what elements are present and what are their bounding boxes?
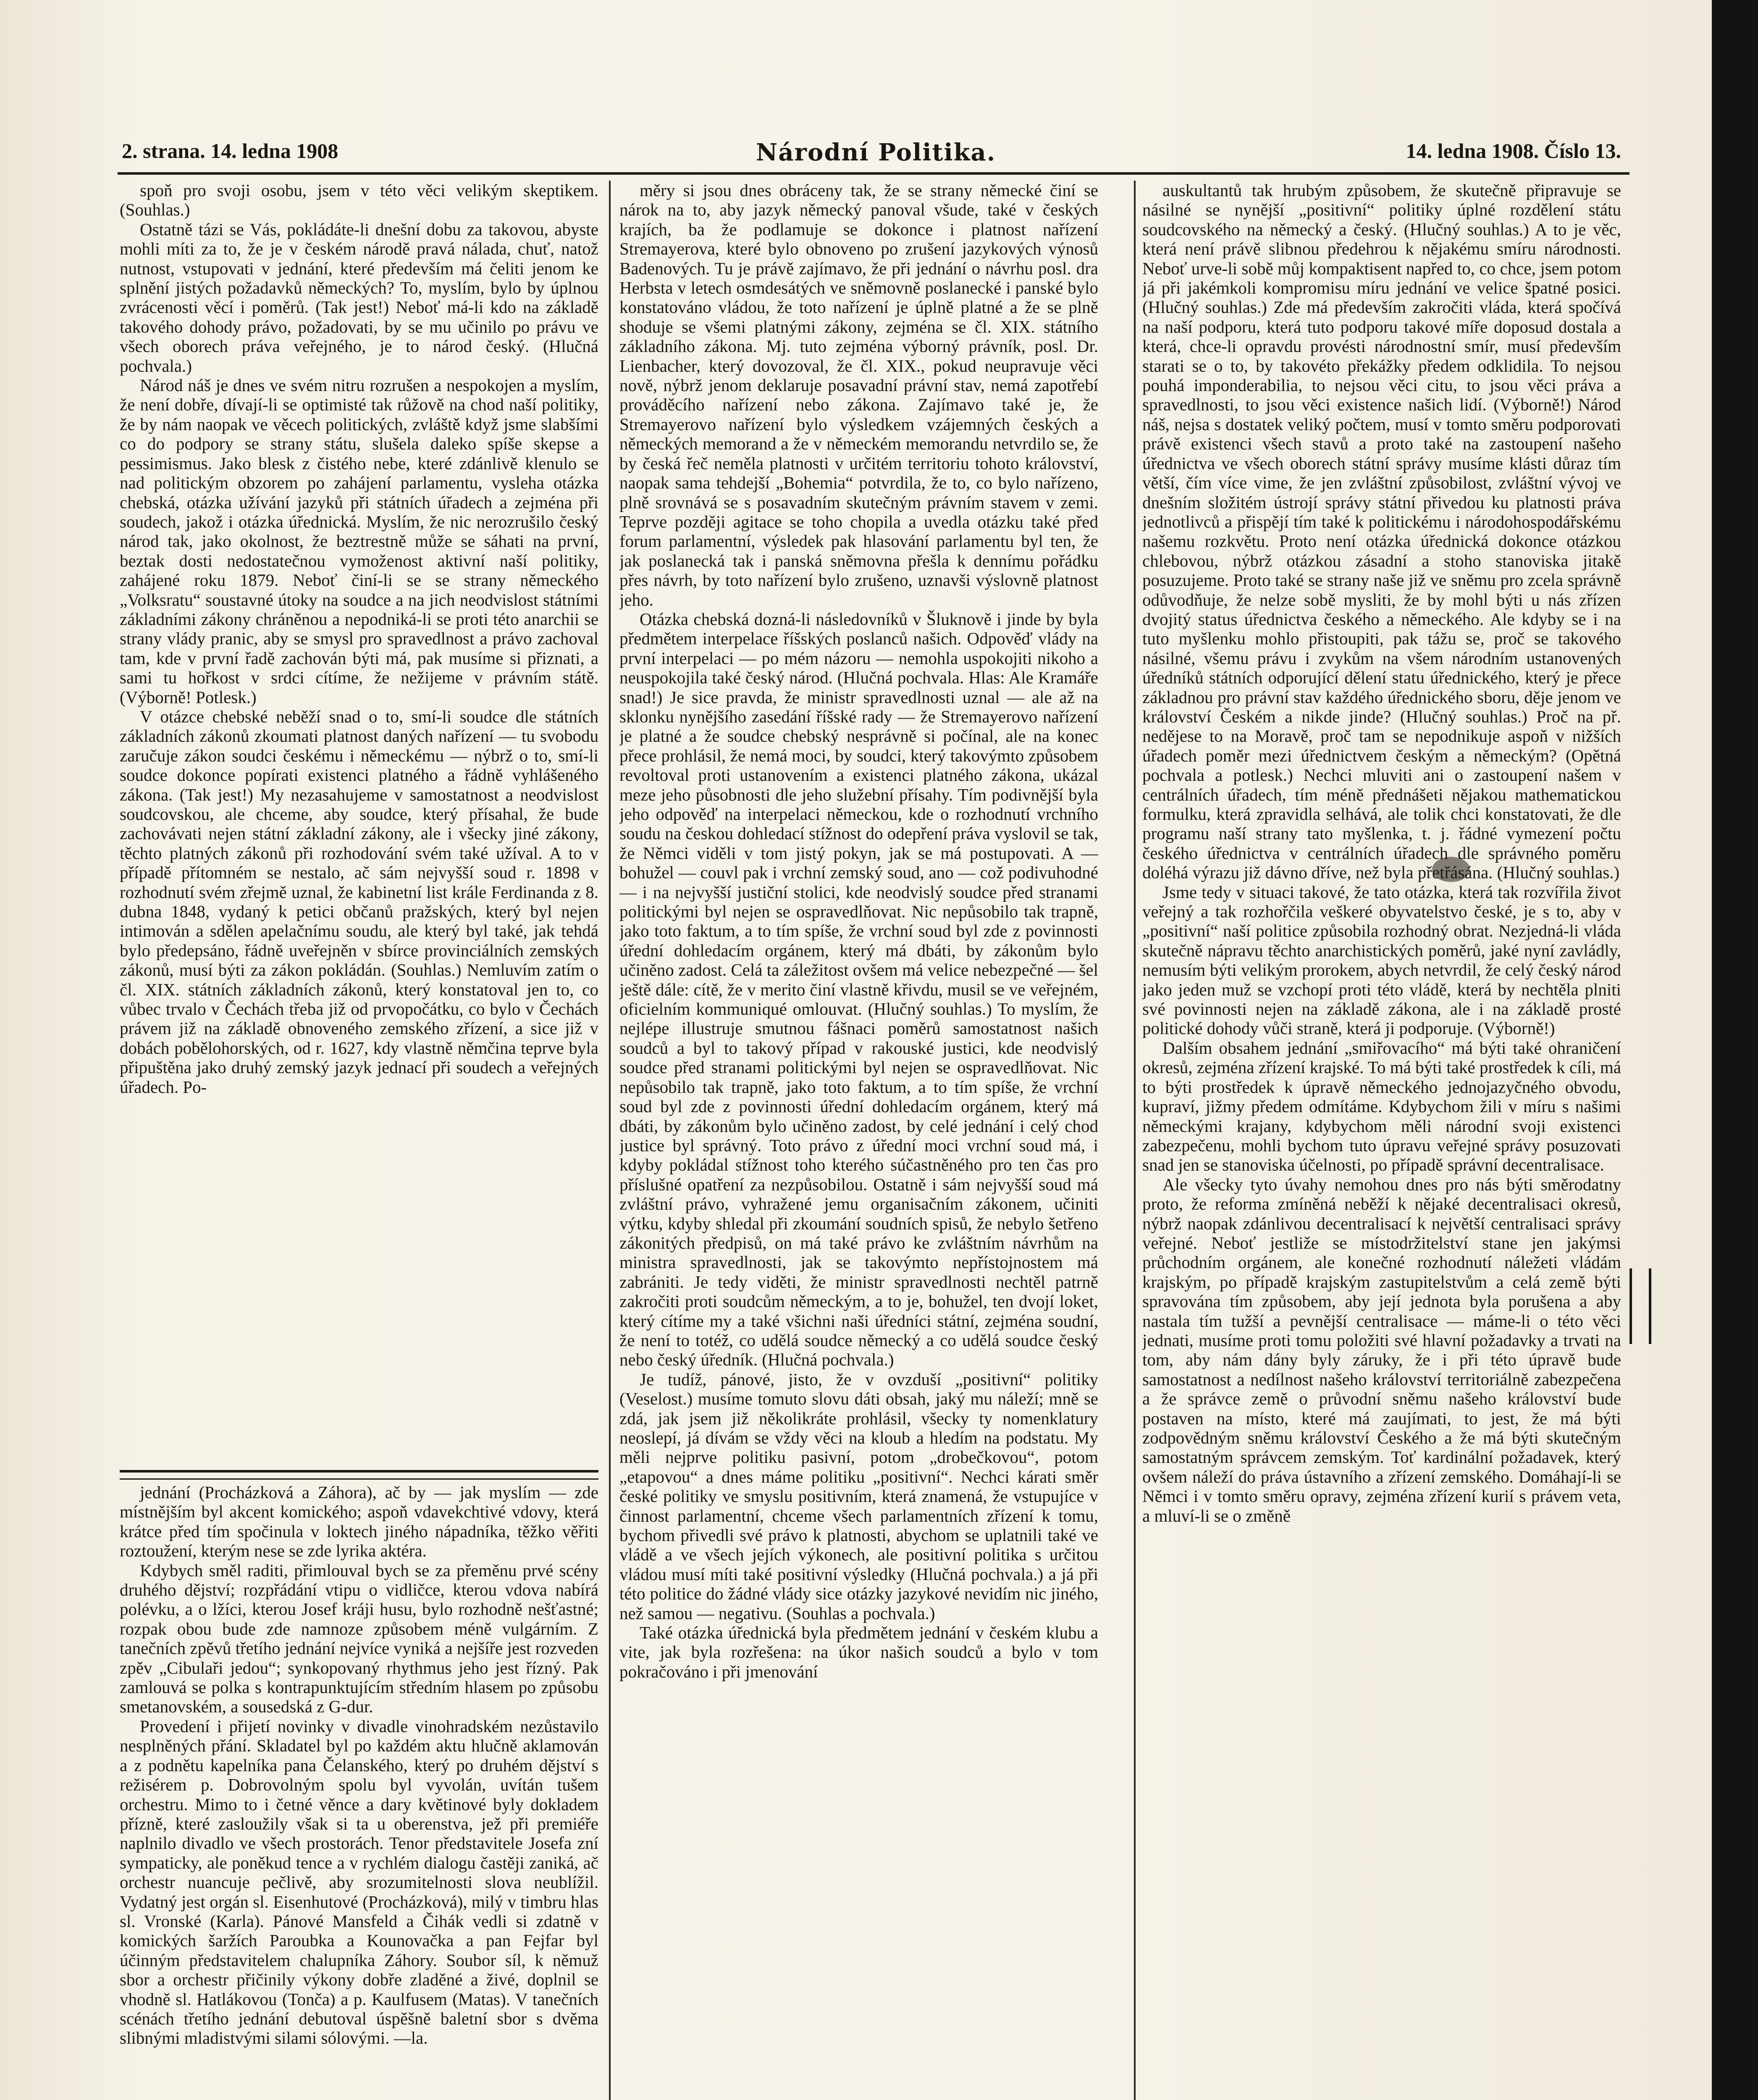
- column-divider: [1134, 181, 1136, 2100]
- feuilleton-separator: [120, 1470, 598, 1480]
- paragraph: Otázka chebská dozná-li následovníků v Šluknově i jinde by byla předmětem interpelace říšských poslanců našich. Odpověď vlády na první interpelaci — po mém názoru — nemohla uspokojiti nikoho a neuspokojila také český národ. (Hlučná pochvala. Hlas: Ale Kramáře snad!) Je sice pravda, že ministr spravedlnosti uznal — ale až na sklonku nynějšího zasedání říšské rady — že Stremayerovo nařízení je platné a že soudce chebský nesprávně si počínal, ale na konec přece prohlásil, že nemá moci, by soudci, který takovýmto způsobem revoltoval proti ustanovením a existenci platného zákona, ukázal meze jeho působnosti dle jeho služební přísahy. Tím podivnější byla jeho odpověď na interpelaci německou, kde o rozhodnutí vrchního soudu na českou dohledací stížnost do odepření práva vyslovil se tak, že Němci viděli v tom jistý pokyn, jak se má postupovati. A — bohužel — couvl pak i vrchní zemský soud, ano — což podivuhodné — i na nejvyšší justiční stolici, kde neodvislý soudce před stranami politickými byl nejen se ospravedlňovat. Nic nepůsobilo tak trapně, jako toto faktum, a to tím spíše, že vrchní soud byl zde z povinnosti úřední dohledacím orgánem, který má dbáti, by zákonům bylo učiněno zadost. Celá ta záležitost ovšem má velice nebezpečné — šel ještě dále: cítě, že v merito činí vlastně křivdu, musil se ve veřejném, oficielním kommuniqué omlouvat. (Hlučný souhlas.) To myslím, že nejlépe illustruje smutnou fášnaci poměrů samostatnost našich soudců a byl to takový případ v rakouské justici, kde neodvislý soudce před stranami politickými byl nejen se ospravedlňovat. Nic nepůsobilo tak trapně, jako toto faktum, a to tím spíše, že vrchní soud byl zde z povinnosti úřední dohledacím orgánem, který má dbáti, by zákonům bylo učiněno zadost, by celé jednání i celý chod justice byl správný. Toto právo z úřední moci vrchní soud má, i kdyby pokládal stížnost toho kterého súčastněného pro ten čas pro příslušné opatření za nezpůsobilou. Ostatně i sám nejvyšší soud má zvláštní právo, vyhražené jemu organisačním zákonem, učiniti výtku, kdyby shledal při zkoumání soudních spisů, že nebylo šetřeno zákonitých předpisů, on má také právo ke zvláštním návrhům na ministra spravedlnosti, jak se takovýmto nepřístojnostem má zabrániti. Je tedy viděti, že ministr spravedlnosti nechtěl patrně zakročiti proti soudcům německým, a to je, bohužel, ten dvojí loket, který cítíme my a také všichni naši úředníci státní, zejména soudní, že není to totéž, co udělá soudce německý a co udělá soudce český nebo český úředník. (Hlučná pochvala.): [619, 609, 1098, 1370]
- paragraph: Také otázka úřednická byla předmětem jednání v českém klubu a vite, jak byla rozřešena: na úkor našich soudců a bylo v tom pokračováno i při jmenování: [619, 1623, 1098, 1681]
- paragraph: Dalším obsahem jednání „smiřovacího“ má býti také ohraničení okresů, zejména zřízení krajské. To má býti také prostředek k cíli, má to býti prostředek k úpravě německého jednojazyčného obvodu, kupraví, jižmy předem odmítáme. Kdybychom žili v míru s našimi německými krajany, kdybychom měli národní svoji existenci zabezpečenu, mohli bychom tuto úpravu veřejné správy posuzovati snad jen se stanoviska účelnosti, po případě správní decentralisace.: [1142, 1038, 1621, 1175]
- masthead-title: Národní Politika.: [756, 139, 996, 166]
- paragraph: Národ náš je dnes ve svém nitru rozrušen a nespokojen a myslím, že není dobře, dívají-li se optimisté tak růžově na chod naší politiky, že by nám naopak ve věcech politických, zvláště když jsme slabšími co do podpory se strany státu, slušela daleko spíše skepse a pessimismus. Jako blesk z čistého nebe, které zdánlivě klenulo se nad politickým obzorem po zahájení parlamentu, vysleha otázka chebská, otázka užívání jazyků při státních úřadech a zejména při soudech, jakož i otázka úřednická. Myslím, že nic nerozrušilo český národ tak, jako okolnost, že beztrestně může se sáhati na první, beztak dosti nedostatečnou vymoženost aktivní naší politiky, zahájené roku 1879. Neboť činí-li se se strany německého „Volksratu“ soustavné útoky na soudce a na jich neodvislost státními základními zákony chráněnou a nepodniká-li se proti této anarchii se strany vlády pranic, aby se smysl pro spravedlnost a právo zachoval tam, kde v první řadě zachován býti má, pak musíme si přiznati, a sami tu hořkost v srdci cítíme, že nežijeme v právním státě. (Výborně! Potlesk.): [120, 375, 598, 707]
- paragraph: jednání (Procházková a Záhora), ač by — jak myslím — zde místnějším byl akcent komického; aspoň vdavekchtivé vdovy, která krátce před tím spočinula v loktech jiného nápadníka, těžko věřiti roztoužení, kterým nese se zde lyrika aktéra.: [120, 1483, 598, 1561]
- paragraph: Je tudíž, pánové, jisto, že v ovzduší „positivní“ politiky (Veselost.) musíme tomuto slovu dáti obsah, jaký mu náleží; mně se zdá, jak jsem již několikráte prohlásil, všecky ty nomenklatury neoslepí, já dívám se vždy věci na kloub a hledím na podstatu. My měli nejprve politiku pasivní, potom „drobečkovou“, potom „etapovou“ a dnes máme politiku „positivní“. Nechci kárati směr české politiky ve smyslu positivním, která znamená, že vstupujíce v činnost parlamentní, chceme všech parlamentních zřízení k tomu, bychom přivedli své právo k platnosti, abychom se uplatnili také ve vládě a ve všech jejích výkonech, ale positivní politika s určitou vládou musí míti také positivní výsledky (Hlučná pochvala.) a já při této politice do žádné vlády sice otázky jazykové nevidím nic jiného, než samou — negativu. (Souhlas a pochvala.): [619, 1369, 1098, 1623]
- column-1-feuilleton: [120, 1483, 598, 2100]
- paragraph: auskultantů tak hrubým způsobem, že skutečně připravuje se násilné se nynější „positivní“ politiky úplné rozdělení státu soudcovského na německý a český. (Hlučný souhlas.) A to je věc, která není právě slibnou předehrou k nějakému smíru národnosti. Neboť urve-li sobě můj kompaktisent napřed to, co chce, jsem potom já při jakémkoli kompromisu míru jednání ve velice špatné posici. (Hlučný souhlas.) Zde má především zakročiti vláda, která spočívá na naší podporu, která tuto podporu takové míře doposud dostala a která, chce-li opravdu provésti národnostní smír, musí především starati se o to, by takovéto překážky předem odklidila. To nejsou pouhá imponderabilia, to nejsou věci citu, to jsou věci práva a spravedlnosti, to jsou věci existence našich lidí. (Výborně!) Národ náš, nejsa s dostatek veliký počtem, musí v tomto směru podporovati právě existenci všech stavů a proto také na zastoupení našeho úřednictva ve všech oborech státní správy musíme klásti důraz tím větší, čím více vime, že jen zvláštní způsobilost, zvláštní vývoj ve dnešním složitém ústrojí správy státní přivedou ku platnosti práva jednotlivců a přispějí tím také k politickému i národohospodářskému našemu rozkvětu. Proto není otázka úřednická dokonce otázkou chlebovou, nýbrž otázkou zásadní a stoho stanoviska jitakě posuzujeme. Proto také se strany naše již ve sněmu pro zcela správně odůvodňuje, že nelze sobě mysliti, že by mohl býti u nás zřízen dvojitý status úřednictva českého a německého. Ale kdyby se i na tuto myšlenku mohlo přistoupiti, pak tážu se, proč se takového násilné, všemu právu i zvykům na všem národním ustanovených úředníků státních odporující dělení statu úřednického, který je přece základnou pro právní stav každého úřednického sboru, děje jenom ve království Českém a nikde jinde? (Hlučný souhlas.) Proč na př. nedějese to na Moravě, proč tam se nepodnikuje aspoň v nižších úřadech poměr mezi úřednictvem českým a německým? (Opětná pochvala a potlesk.) Nechci mluviti ani o zastoupení našem v centrálních úřadech, tím méně přednášeti nějakou mathematickou formulku, která zpravidla selhává, ale tolik chci konstatovati, že dle programu naší strany tato myšlenka, t. j. řádné vymezení počtu českého úřednictva v centrálních úřadech dle správného poměru doléhá výrazu již dávno dříve, než byla přetřásána. (Hlučný souhlas.): [1142, 181, 1621, 882]
- issue-date-number: 14. ledna 1908. Číslo 13.: [1406, 139, 1621, 163]
- paragraph: Kdybych směl raditi, přimlouval bych se za přeměnu prvé scény druhého dějství; rozpřádání vtipu o vidličce, kterou vdova nabírá polévku, a o lžíci, kterou Josef kráji husu, bylo rozhodně nešťastné; rozpak obou bude zde namnoze způsobem méně vulgárním. Z tanečních zpěvů třetího jednání nejvíce vyniká a nejšíře jest rozveden zpěv „Cibulaři jedou“; synkopovaný rhythmus jeho jest řízný. Pak zamlouvá se polka s kontrapunktujícím středním hlasem po způsobu smetanovském, a sousedská z G-dur.: [120, 1560, 598, 1717]
- paragraph: spoň pro svoji osobu, jsem v této věci velikým skeptikem. (Souhlas.): [120, 181, 598, 220]
- paragraph: V otázce chebské neběží snad o to, smí-li soudce dle státních základních zákonů zkoumati platnost daných nařízení — tu svobodu zaručuje zákon soudci českému i německému — nýbrž o to, smí-li soudce dokonce popírati existenci platného a řádně vyhlášeného zákona. (Tak jest!) My nezasahujeme v samostatnost a neodvislost soudcovskou, ale chceme, aby soudce, který přísahal, že bude zachovávati nejen státní základní zákony, ale i všecky jiné zákony, těchto platných zákonů při rozhodování svém také užíval. A to v případě přítomném se nestalo, ač sám nejvyšší soud r. 1898 v rozhodnutí svém zřejmě uznal, že kabinetní list krále Ferdinanda z 8. dubna 1848, vydaný k petici občanů pražských, který byl nejen intimován a sdělen apelačnímu soudu, ale který byl také, jak tehdá bylo předepsáno, řádně uveřejněn v sbírce provinciálních zemských zákonů, musí býti za zákon pokládán. (Souhlas.) Nemluvím zatím o čl. XIX. státních základních zákonů, který konstatoval jen to, co vůbec trvalo v Čechách třeba již od prvopočátku, co bylo v Čechách právem již na základě obnoveného zemského zřízení, a sice již v dobách pobělohorských, od r. 1627, kdy vlastně němčina teprve byla připuštěna jako druhý zemský jazyk jednací při soudech a veřejných úřadech. Po-: [120, 706, 598, 1097]
- paragraph: Jsme tedy v situaci takové, že tato otázka, která tak rozvířila život veřejný a tak rozhořčila veškeré obyvatelstvo české, je s to, aby v „positivní“ naší politice způsobila rozhodný obrat. Nezjedná-li vláda skutečně nápravu těchto anarchistických poměrů, jaké nyní zavládly, nemusím býti velikým prorokem, abych netvrdil, že celý český národ jako jeden muž se vzchopí proti této vládě, která by nechtěla plniti své povinnosti nejen na základě zákona, ale i na základě prosté politické dohody vůči straně, která ji podporuje. (Výborně!): [1142, 882, 1621, 1038]
- scan-edge: [1712, 0, 1758, 2100]
- margin-mark: [1629, 1268, 1651, 1344]
- paragraph: Provedení i přijetí novinky v divadle vinohradském nezůstavilo nesplněných přání. Skladatel byl po každém aktu hlučně aklamován a z podnětu kapelníka pana Čelanského, který po druhém dějství s režisérem p. Dobrovolným spolu byl vyvolán, uvítán tušem orchestru. Mimo to i četné věnce a dary květinové byly dokladem přízně, které zasloužily však si ta u oberenstva, jež při premiéře naplnilo divadlo ve všech prostorách. Tenor představitele Josefa zní sympaticky, ale poněkud tence a v rychlém dialogu častěji zaniká, ač orchestr nuancuje pečlivě, aby srozumitelnosti slova neublížil. Vydatný jest orgán sl. Eisenhutové (Procházková), milý v timbru hlas sl. Vronské (Karla). Pánové Mansfeld a Čihák vedli si zdatně v komických šaržích Paroubka a Kounovačka a pan Fejfar byl účinným představitelem chalupníka Záhory. Soubor síl, k němuž sbor a orchestr přičinily výkony dobře zladěné a živé, doplnil se vhodně sl. Hatlákovou (Tonča) a p. Kaulfusem (Matas). V tanečních scénách třetího jednání debutoval úspěšně baletní sbor s dvěma slibnými mladistvými silami sólovými. —la.: [120, 1716, 598, 2048]
- page-header: [122, 139, 1621, 176]
- header-rule: [118, 172, 1629, 175]
- column-2: [619, 181, 1098, 2100]
- column-3: [1142, 181, 1621, 2100]
- page-number-date: 2. strana. 14. ledna 1908: [122, 139, 338, 163]
- paragraph: Ostatně tázi se Vás, pokládáte-li dnešní dobu za takovou, abyste mohli míti za to, že je v českém národě pravá nálada, chuť, natož nutnost, vstupovati v jednání, které především má čeliti jenom ke splnění jistých požadavků německých? To, myslím, bylo by úplnou zvrácenosti věcí i poměrů. (Tak jest!) Neboť má-li kdo na základě takového dohody právo, požadovati, by se mu učinilo po právu ve všech oborech práva veřejného, je to národ český. (Hlučná pochvala.): [120, 219, 598, 375]
- paragraph: Ale všecky tyto úvahy nemohou dnes pro nás býti směrodatny proto, že reforma zmíněná neběží k nějaké decentralisaci okresů, nýbrž naopak zdánlivou decentralisací k největší centralisaci správy veřejné. Neboť jestliže se místodržitelství stane jen jakýmsi průchodním orgánem, ale konečné rozhodnutí náležeti vládám krajským, po případě krajským zastupitelstvům a celá země býti spravována tím způsobem, aby její jednota byla porušena a aby nastala tím tužší a pevnější centralisace — máme-li o této věci jednati, musíme proti tomu položiti své hlavní požadavky a trvati na tom, aby nám dány byly záruky, že i při této úpravě bude samostatnost a nedílnost našeho království territoriálně zabezpečena a že správce země o průvodní sněmu našeho království bude postaven na místo, které má zaujímati, to jest, že má býti zodpovědným sněmu království Českého a že má býti skutečným samostatným správcem zemským. Toť kardinální požadavek, který ovšem náleží do práva ústavního a zřízení zemského. Domáhají-li se Němci i v tomto směru opravy, zejména zřízení kurií s právem veta, a mluví-li se o změně: [1142, 1174, 1621, 1525]
- column-1-top: [120, 181, 598, 1466]
- column-divider: [609, 181, 611, 2100]
- paragraph: měry si jsou dnes obráceny tak, že se strany německé činí se nárok na to, aby jazyk německý panoval všude, také v českých krajích, ba že podlamuje se dokonce i platnost nařízení Stremayerova, které bylo obnoveno po zrušení jazykových výnosů Badenových. Tu je právě zajímavo, že při jednání o návrhu posl. dra Herbsta v letech osmdesátých ve sněmovně poslanecké i panské bylo konstatováno vládou, že toto nařízení je úplně platné a že se plně shoduje se všemi platnými zákony, zejména se čl. XIX. státního základního zákona. Mj. tuto zejména výborný právník, posl. Dr. Lienbacher, který dovozoval, že čl. XIX., pokud neupravuje věci nově, nýbrž jenom deklaruje posavadní právní stav, nemá zapotřebí prováděcího nařízení nebo zákona. Zajímavo také je, že Stremayerovo nařízení bylo výsledkem vzájemných českých a německých memorand a že v německém memorandu netvrdilo se, že by česká řeč neměla platnosti v určitém territoriu tohoto království, naopak sama tehdejší „Bohemia“ potvrdila, že to, co bylo nařízeno, plně srovnává se s posavadním skutečným právním stavem v zemi. Teprve později agitace se toho chopila a uvedla otázku také před forum parlamentní, výsledek pak hlasování parlamentu byl ten, že jak poslanecká tak i panská sněmovna přešla k dennímu pořádku přes návrh, by toto nařízení bylo zrušeno, uznavši výslovně platnost jeho.: [619, 181, 1098, 609]
